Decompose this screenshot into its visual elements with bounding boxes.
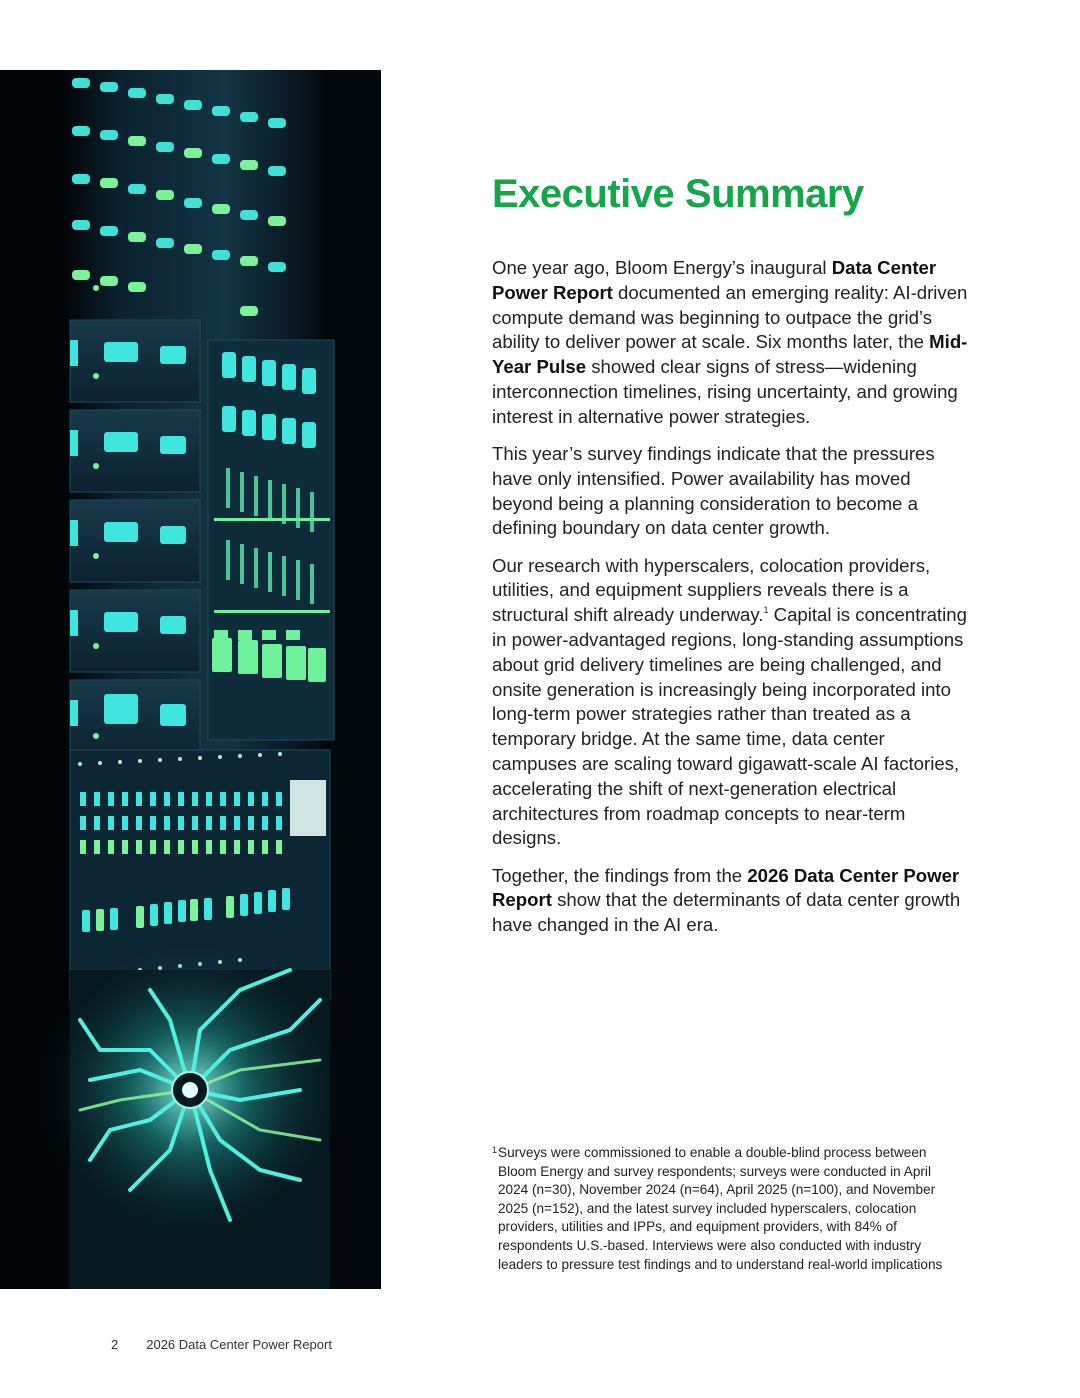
footnote xyxy=(492,1144,962,1274)
footnote-text: Surveys were commissioned to enable a double-blind process between Bloom Energy and survey respondents; surveys were conducted in April 2024 (n=30), November 2024 (n=64), April 2025 (n=100), and November 2025 (n=152), and the latest survey included hyperscalers, colocation providers, utilities and IPPs, and equipment providers, with 84% of respondents U.S.-based. Interviews were also conducted with industry leaders to pressure test findings and to understand real-world implications xyxy=(498,1145,943,1272)
page-number: 2 xyxy=(111,1337,119,1352)
paragraph-intro: One year ago, Bloom Energy’s inaugural Data Center Power Report documented an emerging reality: AI-driven compute demand was beginning to outpace the grid’s ability to deliver power at scale. Six months later, the Mid-Year Pulse showed clear signs of stress—widening interconnection timelines, rising uncertainty, and growing interest in alternative power strategies. xyxy=(492,257,968,427)
paragraph-findings: This year’s survey findings indicate that the pressures have only intensified. Power availability has moved beyond being a planning consideration to become a defining boundary on data center growth. xyxy=(492,442,935,539)
paragraph-research: Our research with hyperscalers, colocation providers, utilities, and equipment suppliers reveals there is a structural shift already underway.$^1$ Capital is concentrating in power-advantaged regions, long-standing assumptions about grid delivery timelines are being challenged, and onsite generation is increasingly being incorporated into long-term power strategies rather than treated as a temporary bridge. At the same time, data center campuses are scaling toward gigawatt-scale AI factories, accelerating the shift of next-generation electrical architectures from roadmap concepts to near-term designs. xyxy=(492,554,967,849)
page-title: Executive Summary xyxy=(492,172,864,216)
report-name-bold: Data Center Power Report xyxy=(492,257,937,303)
footnote-mark: 1 xyxy=(492,1145,498,1155)
paragraph-conclusion: Together, the findings from the 2026 Data Center Power Report show that the determinants of data center growth have changed in the AI era. xyxy=(492,864,961,936)
body-copy xyxy=(492,256,972,950)
footer-report-name: 2026 Data Center Power Report xyxy=(146,1337,332,1352)
report-2026-bold: 2026 Data Center Power Report xyxy=(492,864,960,911)
pulse-name-bold: Mid-Year Pulse xyxy=(492,331,968,378)
footnote-ref: 1 xyxy=(763,605,769,616)
page-footer xyxy=(111,1337,332,1352)
hero-image xyxy=(0,70,381,1289)
